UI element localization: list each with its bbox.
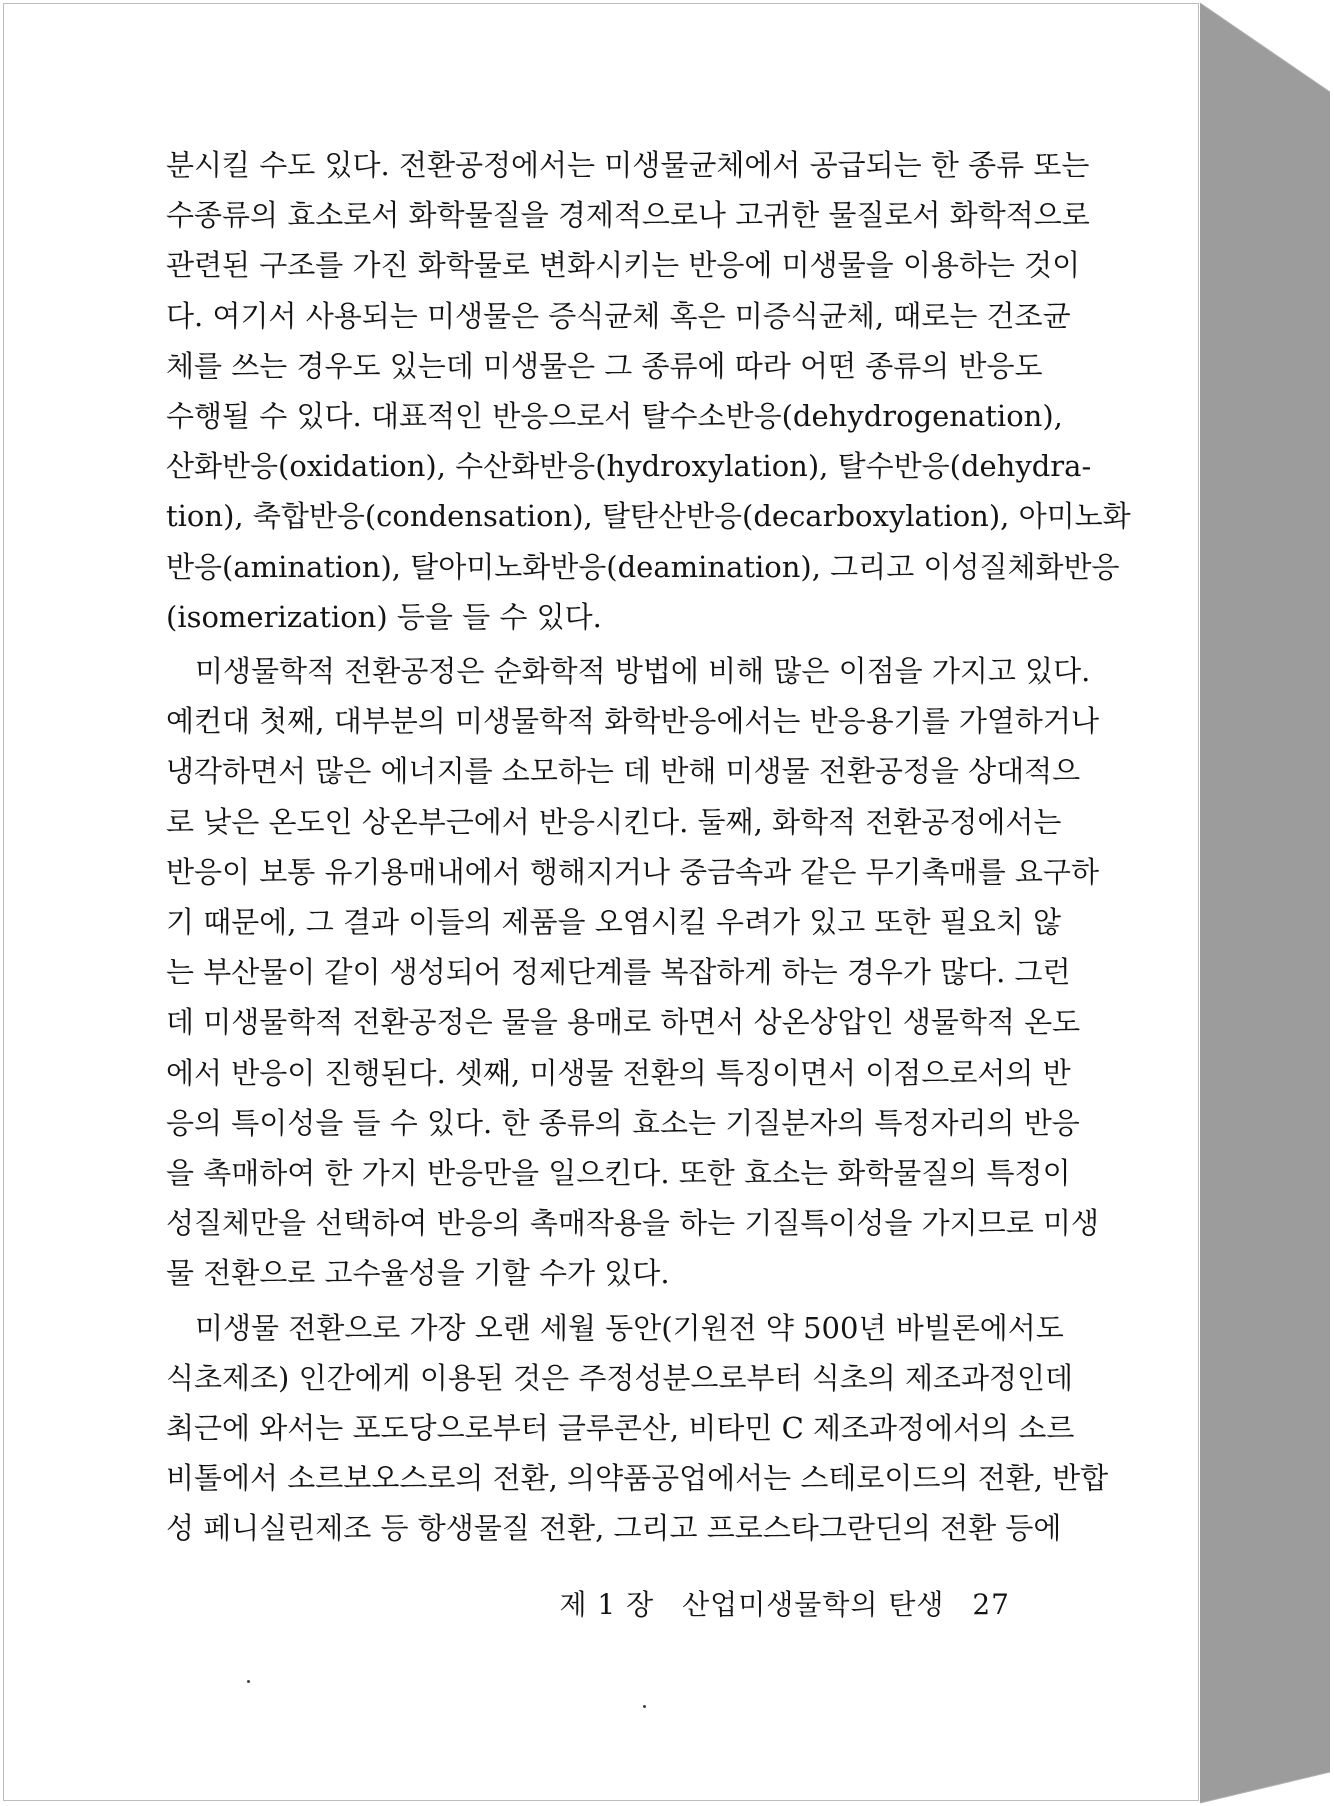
body-text bbox=[166, 140, 1131, 1558]
text-line: 을 촉매하여 한 가지 반응만을 일으킨다. 또한 효소는 화학물질의 특정이 bbox=[166, 1156, 1071, 1191]
text-line: 냉각하면서 많은 에너지를 소모하는 데 반해 미생물 전환공정을 상대적으 bbox=[166, 754, 1081, 789]
text-line: 성질체만을 선택하여 반응의 촉매작용을 하는 기질특이성을 가지므로 미생 bbox=[166, 1206, 1099, 1241]
paragraph bbox=[166, 140, 1131, 642]
text-line: 비톨에서 소르보오스로의 전환, 의약품공업에서는 스테로이드의 전환, 반합 bbox=[166, 1461, 1109, 1496]
text-line: 반응이 보통 유기용매내에서 행해지거나 중금속과 같은 무기촉매를 요구하 bbox=[166, 854, 1099, 889]
spine-side bbox=[1200, 3, 1330, 1803]
text-line: 수종류의 효소로서 화학물질을 경제적으로나 고귀한 물질로서 화학적으로 bbox=[166, 198, 1090, 233]
paragraph bbox=[166, 646, 1099, 1299]
text-line: 에서 반응이 진행된다. 셋째, 미생물 전환의 특징이면서 이점으로서의 반 bbox=[166, 1055, 1071, 1090]
text-line: 응의 특이성을 들 수 있다. 한 종류의 효소는 기질분자의 특정자리의 반응 bbox=[166, 1105, 1080, 1140]
text-line: 예컨대 첫째, 대부분의 미생물학적 화학반응에서는 반응용기를 가열하거나 bbox=[166, 704, 1099, 739]
text-line: (isomerization) 등을 들 수 있다. bbox=[166, 599, 602, 634]
text-line: 로 낮은 온도인 상온부근에서 반응시킨다. 둘째, 화학적 전환공정에서는 bbox=[166, 804, 1062, 839]
text-line: 성 페니실린제조 등 항생물질 전환, 그리고 프로스타그란딘의 전환 등에 bbox=[166, 1511, 1062, 1546]
running-footer bbox=[166, 1583, 1010, 1623]
text-line: 기 때문에, 그 결과 이들의 제품을 오염시킬 우려가 있고 또한 필요치 않 bbox=[166, 905, 1062, 940]
scan-speck bbox=[247, 1680, 250, 1683]
text-line: tion), 축합반응(condensation), 탈탄산반응(decarboxylation), 아미노화 bbox=[166, 499, 1131, 534]
text-line: 물 전환으로 고수율성을 기할 수가 있다. bbox=[166, 1256, 670, 1291]
text-line: 미생물 전환으로 가장 오랜 세월 동안(기원전 약 500년 바빌론에서도 bbox=[195, 1310, 1064, 1345]
text-line: 반응(amination), 탈아미노화반응(deamination), 그리고 이성질체화반응 bbox=[166, 549, 1120, 584]
text-line: 체를 쓰는 경우도 있는데 미생물은 그 종류에 따라 어떤 종류의 반응도 bbox=[166, 348, 1043, 383]
text-line: 식초제조) 인간에게 이용된 것은 주정성분으로부터 식초의 제조과정인데 bbox=[166, 1360, 1074, 1395]
paragraph bbox=[166, 1303, 1109, 1554]
text-line: 수행될 수 있다. 대표적인 반응으로서 탈수소반응(dehydrogenation), bbox=[166, 399, 1063, 434]
text-line: 데 미생물학적 전환공정은 물을 용매로 하면서 상온상압인 생물학적 온도 bbox=[166, 1005, 1081, 1040]
text-line: 최근에 와서는 포도당으로부터 글루콘산, 비타민 C 제조과정에서의 소르 bbox=[166, 1411, 1075, 1446]
page-number: 27 bbox=[972, 1588, 1010, 1621]
text-line: 미생물학적 전환공정은 순화학적 방법에 비해 많은 이점을 가지고 있다. bbox=[195, 654, 1091, 689]
text-line: 관련된 구조를 가진 화학물로 변화시키는 반응에 미생물을 이용하는 것이 bbox=[166, 248, 1081, 283]
footer-chapter-title: 산업미생물학의 탄생 bbox=[682, 1588, 945, 1621]
footer-chapter: 제 1 장 bbox=[559, 1588, 655, 1621]
scan-speck bbox=[643, 1705, 646, 1708]
text-line: 분시킬 수도 있다. 전환공정에서는 미생물균체에서 공급되는 한 종류 또는 bbox=[166, 148, 1090, 182]
text-line: 다. 여기서 사용되는 미생물은 증식균체 혹은 미증식균체, 때로는 건조균 bbox=[166, 298, 1071, 333]
text-line: 산화반응(oxidation), 수산화반응(hydroxylation), 탈수반응(dehydra- bbox=[166, 449, 1092, 484]
text-line: 는 부산물이 같이 생성되어 정제단계를 복잡하게 하는 경우가 많다. 그런 bbox=[166, 955, 1071, 990]
